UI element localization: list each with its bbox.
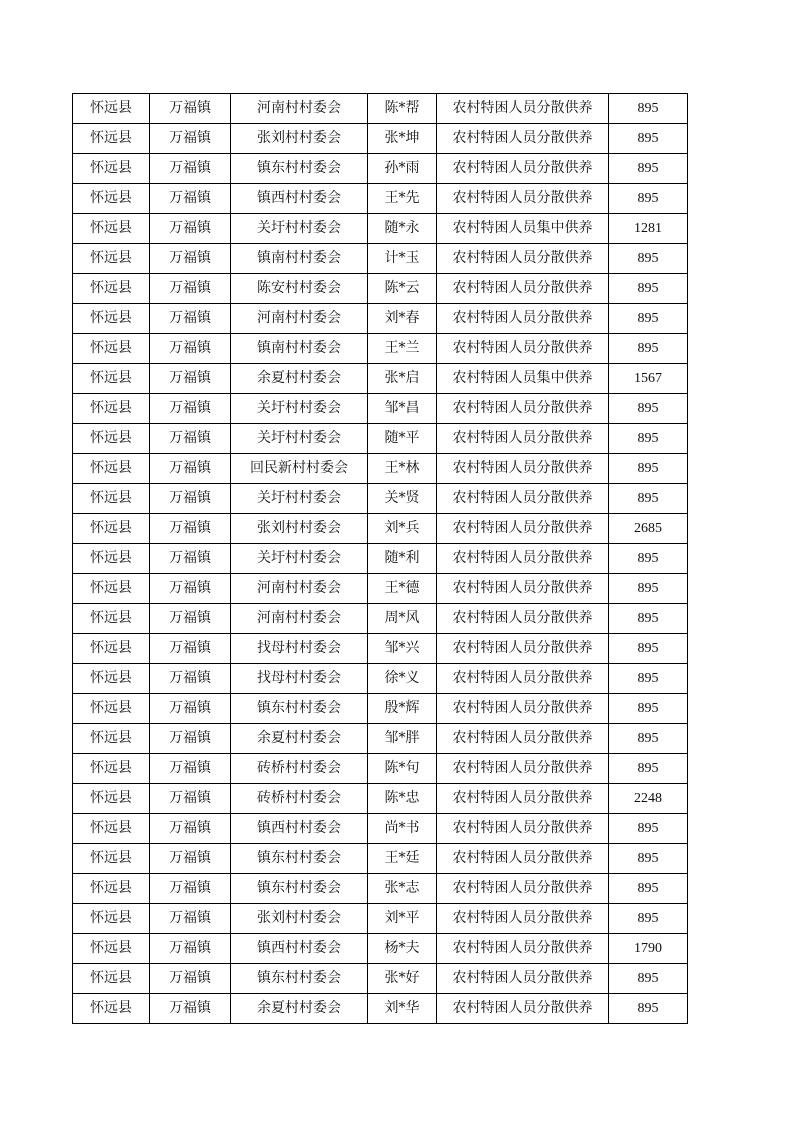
county-cell: 怀远县 — [73, 604, 150, 634]
town-cell: 万福镇 — [150, 934, 231, 964]
village-committee-cell: 镇西村村委会 — [231, 184, 368, 214]
county-cell: 怀远县 — [73, 724, 150, 754]
person-name-cell: 张*志 — [368, 874, 437, 904]
person-name-cell: 张*好 — [368, 964, 437, 994]
town-cell: 万福镇 — [150, 664, 231, 694]
village-committee-cell: 镇南村村委会 — [231, 244, 368, 274]
village-committee-cell: 镇南村村委会 — [231, 334, 368, 364]
town-cell: 万福镇 — [150, 694, 231, 724]
amount-cell: 895 — [609, 664, 688, 694]
village-committee-cell: 镇东村村委会 — [231, 874, 368, 904]
town-cell: 万福镇 — [150, 604, 231, 634]
town-cell: 万福镇 — [150, 874, 231, 904]
county-cell: 怀远县 — [73, 904, 150, 934]
table-row — [73, 964, 688, 994]
support-type-cell: 农村特困人员分散供养 — [437, 394, 609, 424]
table-row — [73, 544, 688, 574]
county-cell: 怀远县 — [73, 214, 150, 244]
support-type-cell: 农村特困人员分散供养 — [437, 694, 609, 724]
amount-cell: 1567 — [609, 364, 688, 394]
town-cell: 万福镇 — [150, 94, 231, 124]
table-row — [73, 304, 688, 334]
support-type-cell: 农村特困人员分散供养 — [437, 94, 609, 124]
support-type-cell: 农村特困人员分散供养 — [437, 814, 609, 844]
table-row — [73, 484, 688, 514]
town-cell: 万福镇 — [150, 214, 231, 244]
support-type-cell: 农村特困人员分散供养 — [437, 334, 609, 364]
town-cell: 万福镇 — [150, 724, 231, 754]
village-committee-cell: 河南村村委会 — [231, 304, 368, 334]
amount-cell: 2248 — [609, 784, 688, 814]
table-row — [73, 634, 688, 664]
town-cell: 万福镇 — [150, 844, 231, 874]
county-cell: 怀远县 — [73, 934, 150, 964]
town-cell: 万福镇 — [150, 154, 231, 184]
amount-cell: 895 — [609, 574, 688, 604]
table-row — [73, 694, 688, 724]
village-committee-cell: 镇东村村委会 — [231, 844, 368, 874]
amount-cell: 895 — [609, 244, 688, 274]
amount-cell: 895 — [609, 754, 688, 784]
village-committee-cell: 找母村村委会 — [231, 664, 368, 694]
table-row — [73, 724, 688, 754]
county-cell: 怀远县 — [73, 964, 150, 994]
support-type-cell: 农村特困人员分散供养 — [437, 604, 609, 634]
person-name-cell: 随*利 — [368, 544, 437, 574]
town-cell: 万福镇 — [150, 124, 231, 154]
support-type-cell: 农村特困人员分散供养 — [437, 154, 609, 184]
amount-cell: 2685 — [609, 514, 688, 544]
person-name-cell: 刘*平 — [368, 904, 437, 934]
village-committee-cell: 关圩村村委会 — [231, 394, 368, 424]
person-name-cell: 孙*雨 — [368, 154, 437, 184]
table-row — [73, 214, 688, 244]
support-type-cell: 农村特困人员分散供养 — [437, 934, 609, 964]
table-row — [73, 124, 688, 154]
person-name-cell: 陈*帮 — [368, 94, 437, 124]
person-name-cell: 邹*昌 — [368, 394, 437, 424]
village-committee-cell: 镇东村村委会 — [231, 694, 368, 724]
town-cell: 万福镇 — [150, 904, 231, 934]
table-row — [73, 94, 688, 124]
county-cell: 怀远县 — [73, 664, 150, 694]
table-row — [73, 334, 688, 364]
table-row — [73, 754, 688, 784]
table-row — [73, 514, 688, 544]
amount-cell: 895 — [609, 634, 688, 664]
amount-cell: 895 — [609, 994, 688, 1024]
amount-cell: 895 — [609, 124, 688, 154]
town-cell: 万福镇 — [150, 364, 231, 394]
county-cell: 怀远县 — [73, 874, 150, 904]
village-committee-cell: 河南村村委会 — [231, 574, 368, 604]
amount-cell: 895 — [609, 304, 688, 334]
table-row — [73, 604, 688, 634]
village-committee-cell: 张刘村村委会 — [231, 514, 368, 544]
person-name-cell: 陈*句 — [368, 754, 437, 784]
county-cell: 怀远县 — [73, 304, 150, 334]
amount-cell: 895 — [609, 484, 688, 514]
town-cell: 万福镇 — [150, 784, 231, 814]
town-cell: 万福镇 — [150, 334, 231, 364]
village-committee-cell: 张刘村村委会 — [231, 124, 368, 154]
support-type-cell: 农村特困人员分散供养 — [437, 664, 609, 694]
village-committee-cell: 砖桥村村委会 — [231, 784, 368, 814]
county-cell: 怀远县 — [73, 784, 150, 814]
town-cell: 万福镇 — [150, 484, 231, 514]
support-type-cell: 农村特困人员集中供养 — [437, 214, 609, 244]
person-name-cell: 杨*夫 — [368, 934, 437, 964]
amount-cell: 895 — [609, 184, 688, 214]
table-row — [73, 784, 688, 814]
table-row — [73, 424, 688, 454]
support-type-cell: 农村特困人员分散供养 — [437, 124, 609, 154]
village-committee-cell: 镇西村村委会 — [231, 814, 368, 844]
county-cell: 怀远县 — [73, 634, 150, 664]
table-row — [73, 454, 688, 484]
village-committee-cell: 回民新村村委会 — [231, 454, 368, 484]
county-cell: 怀远县 — [73, 154, 150, 184]
village-committee-cell: 关圩村村委会 — [231, 424, 368, 454]
amount-cell: 895 — [609, 94, 688, 124]
village-committee-cell: 余夏村村委会 — [231, 364, 368, 394]
county-cell: 怀远县 — [73, 544, 150, 574]
town-cell: 万福镇 — [150, 814, 231, 844]
county-cell: 怀远县 — [73, 274, 150, 304]
county-cell: 怀远县 — [73, 574, 150, 604]
table-row — [73, 244, 688, 274]
support-type-cell: 农村特困人员集中供养 — [437, 364, 609, 394]
county-cell: 怀远县 — [73, 244, 150, 274]
person-name-cell: 王*兰 — [368, 334, 437, 364]
village-committee-cell: 找母村村委会 — [231, 634, 368, 664]
person-name-cell: 徐*义 — [368, 664, 437, 694]
town-cell: 万福镇 — [150, 274, 231, 304]
support-type-cell: 农村特困人员分散供养 — [437, 514, 609, 544]
support-type-cell: 农村特困人员分散供养 — [437, 184, 609, 214]
village-committee-cell: 余夏村村委会 — [231, 724, 368, 754]
table-row — [73, 394, 688, 424]
support-type-cell: 农村特困人员分散供养 — [437, 964, 609, 994]
county-cell: 怀远县 — [73, 124, 150, 154]
village-committee-cell: 砖桥村村委会 — [231, 754, 368, 784]
amount-cell: 895 — [609, 964, 688, 994]
amount-cell: 1281 — [609, 214, 688, 244]
support-type-cell: 农村特困人员分散供养 — [437, 634, 609, 664]
support-type-cell: 农村特困人员分散供养 — [437, 304, 609, 334]
support-type-cell: 农村特困人员分散供养 — [437, 874, 609, 904]
table-row — [73, 934, 688, 964]
support-type-cell: 农村特困人员分散供养 — [437, 844, 609, 874]
amount-cell: 895 — [609, 154, 688, 184]
town-cell: 万福镇 — [150, 544, 231, 574]
town-cell: 万福镇 — [150, 184, 231, 214]
person-name-cell: 随*平 — [368, 424, 437, 454]
village-committee-cell: 河南村村委会 — [231, 94, 368, 124]
support-type-cell: 农村特困人员分散供养 — [437, 784, 609, 814]
person-name-cell: 王*廷 — [368, 844, 437, 874]
town-cell: 万福镇 — [150, 574, 231, 604]
person-name-cell: 计*玉 — [368, 244, 437, 274]
county-cell: 怀远县 — [73, 364, 150, 394]
support-type-cell: 农村特困人员分散供养 — [437, 484, 609, 514]
table-row — [73, 814, 688, 844]
table-row — [73, 364, 688, 394]
person-name-cell: 陈*忠 — [368, 784, 437, 814]
village-committee-cell: 陈安村村委会 — [231, 274, 368, 304]
person-name-cell: 关*贤 — [368, 484, 437, 514]
amount-cell: 895 — [609, 604, 688, 634]
county-cell: 怀远县 — [73, 844, 150, 874]
county-cell: 怀远县 — [73, 454, 150, 484]
support-type-cell: 农村特困人员分散供养 — [437, 754, 609, 784]
county-cell: 怀远县 — [73, 694, 150, 724]
person-name-cell: 殷*辉 — [368, 694, 437, 724]
person-name-cell: 尚*书 — [368, 814, 437, 844]
person-name-cell: 刘*华 — [368, 994, 437, 1024]
amount-cell: 895 — [609, 334, 688, 364]
village-committee-cell: 镇东村村委会 — [231, 964, 368, 994]
amount-cell: 1790 — [609, 934, 688, 964]
town-cell: 万福镇 — [150, 424, 231, 454]
county-cell: 怀远县 — [73, 334, 150, 364]
table-row — [73, 574, 688, 604]
table-row — [73, 874, 688, 904]
town-cell: 万福镇 — [150, 244, 231, 274]
person-name-cell: 邹*胖 — [368, 724, 437, 754]
county-cell: 怀远县 — [73, 484, 150, 514]
town-cell: 万福镇 — [150, 754, 231, 784]
county-cell: 怀远县 — [73, 814, 150, 844]
person-name-cell: 王*先 — [368, 184, 437, 214]
person-name-cell: 王*林 — [368, 454, 437, 484]
table-row — [73, 184, 688, 214]
table-row — [73, 904, 688, 934]
support-type-cell: 农村特困人员分散供养 — [437, 574, 609, 604]
county-cell: 怀远县 — [73, 94, 150, 124]
person-name-cell: 张*坤 — [368, 124, 437, 154]
town-cell: 万福镇 — [150, 964, 231, 994]
county-cell: 怀远县 — [73, 994, 150, 1024]
support-type-cell: 农村特困人员分散供养 — [437, 274, 609, 304]
amount-cell: 895 — [609, 694, 688, 724]
amount-cell: 895 — [609, 394, 688, 424]
town-cell: 万福镇 — [150, 514, 231, 544]
county-cell: 怀远县 — [73, 754, 150, 784]
person-name-cell: 刘*兵 — [368, 514, 437, 544]
support-type-cell: 农村特困人员分散供养 — [437, 994, 609, 1024]
support-type-cell: 农村特困人员分散供养 — [437, 544, 609, 574]
amount-cell: 895 — [609, 844, 688, 874]
person-name-cell: 张*启 — [368, 364, 437, 394]
town-cell: 万福镇 — [150, 994, 231, 1024]
table-row — [73, 994, 688, 1024]
table-body — [73, 94, 688, 1024]
amount-cell: 895 — [609, 424, 688, 454]
amount-cell: 895 — [609, 814, 688, 844]
support-type-cell: 农村特困人员分散供养 — [437, 244, 609, 274]
support-type-cell: 农村特困人员分散供养 — [437, 424, 609, 454]
village-committee-cell: 关圩村村委会 — [231, 214, 368, 244]
county-cell: 怀远县 — [73, 514, 150, 544]
amount-cell: 895 — [609, 454, 688, 484]
amount-cell: 895 — [609, 874, 688, 904]
person-name-cell: 王*德 — [368, 574, 437, 604]
person-name-cell: 周*风 — [368, 604, 437, 634]
village-committee-cell: 余夏村村委会 — [231, 994, 368, 1024]
table-row — [73, 664, 688, 694]
support-type-cell: 农村特困人员分散供养 — [437, 904, 609, 934]
county-cell: 怀远县 — [73, 394, 150, 424]
county-cell: 怀远县 — [73, 424, 150, 454]
town-cell: 万福镇 — [150, 454, 231, 484]
person-name-cell: 刘*春 — [368, 304, 437, 334]
amount-cell: 895 — [609, 544, 688, 574]
table-row — [73, 844, 688, 874]
town-cell: 万福镇 — [150, 394, 231, 424]
person-name-cell: 随*永 — [368, 214, 437, 244]
relief-recipients-table — [72, 93, 688, 1024]
village-committee-cell: 镇东村村委会 — [231, 154, 368, 184]
amount-cell: 895 — [609, 274, 688, 304]
table-row — [73, 154, 688, 184]
village-committee-cell: 张刘村村委会 — [231, 904, 368, 934]
village-committee-cell: 关圩村村委会 — [231, 484, 368, 514]
person-name-cell: 邹*兴 — [368, 634, 437, 664]
village-committee-cell: 镇西村村委会 — [231, 934, 368, 964]
village-committee-cell: 河南村村委会 — [231, 604, 368, 634]
town-cell: 万福镇 — [150, 634, 231, 664]
county-cell: 怀远县 — [73, 184, 150, 214]
support-type-cell: 农村特困人员分散供养 — [437, 724, 609, 754]
support-type-cell: 农村特困人员分散供养 — [437, 454, 609, 484]
amount-cell: 895 — [609, 904, 688, 934]
amount-cell: 895 — [609, 724, 688, 754]
person-name-cell: 陈*云 — [368, 274, 437, 304]
table-row — [73, 274, 688, 304]
village-committee-cell: 关圩村村委会 — [231, 544, 368, 574]
town-cell: 万福镇 — [150, 304, 231, 334]
